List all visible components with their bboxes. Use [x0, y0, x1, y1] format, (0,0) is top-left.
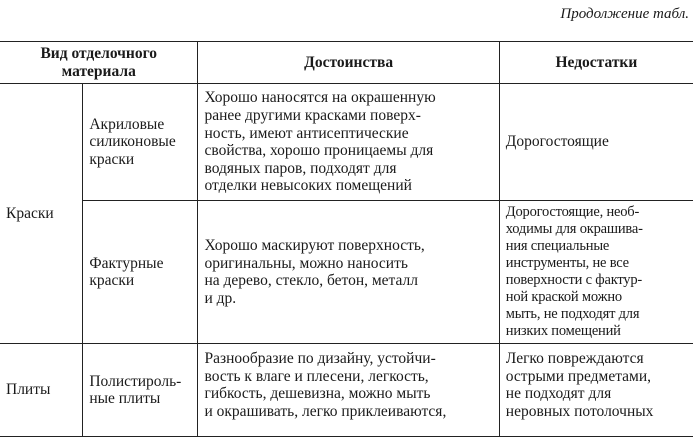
- disadvantages-cell: Дорогостоящие: [499, 84, 693, 201]
- finishing-materials-table: [0, 41, 693, 437]
- advantages-cell: [198, 344, 499, 437]
- disadvantages-text: Легко повреждаются острыми предметами, не подходят для неровных потолочных: [505, 350, 654, 420]
- table-row: [0, 344, 693, 437]
- disadvantages-cell: [499, 344, 693, 437]
- table-row: [0, 84, 693, 201]
- material-type-cell: Фактурные краски: [83, 201, 198, 344]
- table-row: [0, 201, 693, 344]
- header-disadvantages: Недостатки: [499, 42, 693, 84]
- disadvantages-cell: Дорогостоящие, необ- ходимы для окрашива- ния специальные инструменты, не все поверхности с фактур- ной краской можно мыть, не подходят для низких помещений: [499, 201, 693, 344]
- category-cell: Краски: [0, 84, 83, 344]
- advantages-text: Разнообразие по дизайну, устойчи- вость к влаге и плесени, легкость, гибкость, дешевизна, можно мыть и окрашивать, легко приклеиваются,: [204, 350, 447, 420]
- category-cell: Плиты: [0, 344, 83, 437]
- advantages-cell: Хорошо наносятся на окрашенную ранее другими красками поверх- ность, имеют антисептические свойства, хорошо проницаемы для водяных паров, подходят для отделки невысоких помещений: [198, 84, 499, 201]
- advantages-cell: Хорошо маскируют поверхность, оригинальны, можно наносить на дерево, стекло, бетон, металл и др.: [198, 201, 499, 344]
- material-type-cell: Акриловые силиконовые краски: [83, 84, 198, 201]
- header-material: Вид отделочного материала: [0, 42, 198, 84]
- material-type-cell: Полистироль- ные плиты: [83, 344, 198, 437]
- table-continuation-caption: Продолжение табл.: [560, 6, 689, 22]
- header-advantages: Достоинства: [198, 42, 499, 84]
- table-header-row: [0, 42, 693, 84]
